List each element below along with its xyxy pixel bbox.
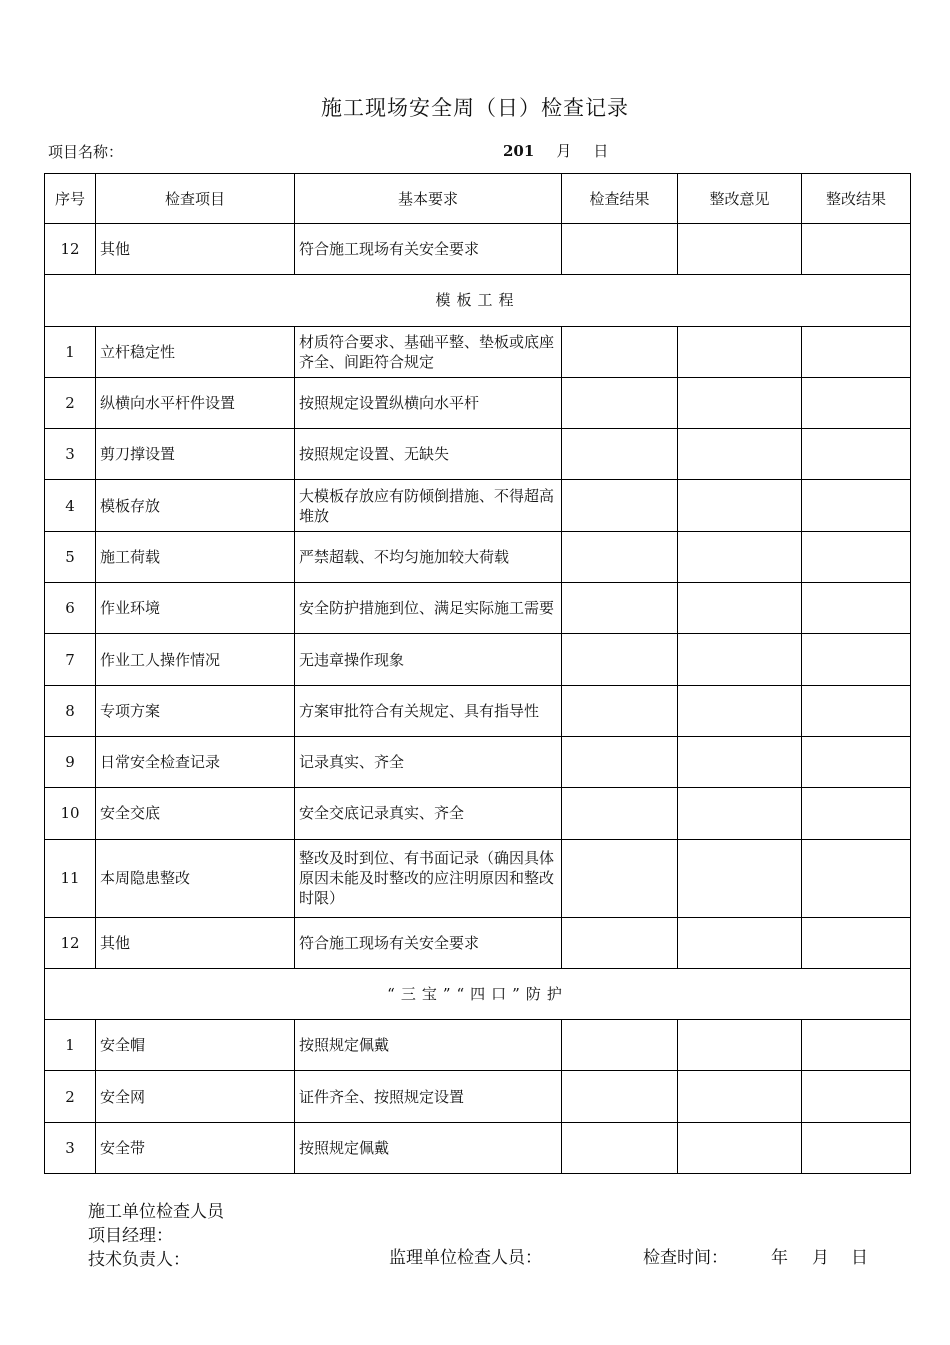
cell-rectify-result [802,583,911,634]
cell-rectify-result [802,224,911,275]
row-requirement: 方案审批符合有关规定、具有指导性 [295,685,562,736]
row-requirement: 材质符合要求、基础平整、垫板或底座齐全、间距符合规定 [295,326,562,377]
cell-result [562,1071,678,1122]
row-no: 6 [45,583,96,634]
row-item: 安全网 [96,1071,295,1122]
table-row [45,1122,911,1173]
table-row [45,224,911,275]
cell-rectify-result [802,480,911,531]
table-header-row [45,174,911,224]
table-row [45,583,911,634]
cell-rectify-result [802,1071,911,1122]
row-no: 7 [45,634,96,685]
header-rectify-result: 整改结果 [802,174,911,224]
cell-result [562,685,678,736]
row-requirement: 大模板存放应有防倾倒措施、不得超高堆放 [295,480,562,531]
row-requirement: 安全防护措施到位、满足实际施工需要 [295,583,562,634]
header-no: 序号 [45,174,96,224]
row-no: 11 [45,839,96,917]
row-item: 安全帽 [96,1020,295,1071]
row-requirement: 证件齐全、按照规定设置 [295,1071,562,1122]
header-opinion: 整改意见 [678,174,802,224]
row-no: 1 [45,1020,96,1071]
cell-opinion [678,634,802,685]
cell-result [562,788,678,839]
table-row [45,1071,911,1122]
header-requirement: 基本要求 [295,174,562,224]
cell-opinion [678,480,802,531]
table-row [45,531,911,582]
cell-result [562,377,678,428]
cell-result [562,917,678,968]
cell-rectify-result [802,839,911,917]
cell-opinion [678,736,802,787]
cell-rectify-result [802,788,911,839]
cell-result [562,480,678,531]
table-row [45,839,911,917]
cell-rectify-result [802,736,911,787]
cell-result [562,531,678,582]
row-requirement: 严禁超载、不均匀施加较大荷载 [295,531,562,582]
table-row [45,377,911,428]
row-no: 3 [45,1122,96,1173]
section-label: “三宝”“四口”防护 [45,968,911,1019]
table-row [45,326,911,377]
cell-rectify-result [802,1122,911,1173]
cell-result [562,326,678,377]
row-item: 立杆稳定性 [96,326,295,377]
row-no: 12 [45,224,96,275]
row-item: 作业工人操作情况 [96,634,295,685]
page-title: 施工现场安全周（日）检查记录 [321,96,629,120]
cell-opinion [678,326,802,377]
row-requirement: 无违章操作现象 [295,634,562,685]
footer-supervisor: 监理单位检查人员： [389,1248,542,1268]
cell-opinion [678,1020,802,1071]
cell-rectify-result [802,429,911,480]
row-no: 12 [45,917,96,968]
table-row [45,917,911,968]
footer-year: 年 [771,1248,788,1268]
cell-result [562,736,678,787]
row-item: 安全交底 [96,788,295,839]
cell-opinion [678,1122,802,1173]
cell-opinion [678,224,802,275]
row-requirement: 按照规定设置、无缺失 [295,429,562,480]
row-no: 1 [45,326,96,377]
cell-result [562,224,678,275]
cell-opinion [678,839,802,917]
row-no: 9 [45,736,96,787]
cell-opinion [678,685,802,736]
cell-opinion [678,429,802,480]
row-item: 本周隐患整改 [96,839,295,917]
cell-result [562,839,678,917]
cell-opinion [678,531,802,582]
cell-rectify-result [802,326,911,377]
row-item: 剪刀撑设置 [96,429,295,480]
cell-result [562,1122,678,1173]
header-result: 检查结果 [562,174,678,224]
table-row [45,1020,911,1071]
footer-time-label: 检查时间： [643,1248,728,1268]
cell-rectify-result [802,531,911,582]
row-no: 3 [45,429,96,480]
date-year: 201 [503,142,535,160]
footer-inspector: 施工单位检查人员 [88,1202,224,1222]
cell-opinion [678,788,802,839]
row-item: 作业环境 [96,583,295,634]
inspection-table [44,173,911,1174]
date-month: 月 [556,142,572,160]
row-no: 2 [45,1071,96,1122]
table-row [45,429,911,480]
row-item: 日常安全检查记录 [96,736,295,787]
table-row [45,788,911,839]
date-line [503,140,608,161]
date-day: 日 [593,142,609,160]
row-no: 4 [45,480,96,531]
row-no: 5 [45,531,96,582]
row-item: 模板存放 [96,480,295,531]
row-requirement: 按照规定设置纵横向水平杆 [295,377,562,428]
footer-day: 日 [851,1248,868,1268]
table-row [45,736,911,787]
cell-rectify-result [802,377,911,428]
row-no: 10 [45,788,96,839]
cell-rectify-result [802,917,911,968]
table-row [45,634,911,685]
table-body [45,224,911,1174]
footer-manager: 项目经理： [88,1226,173,1246]
row-requirement: 安全交底记录真实、齐全 [295,788,562,839]
cell-rectify-result [802,1020,911,1071]
cell-opinion [678,377,802,428]
row-item: 专项方案 [96,685,295,736]
cell-opinion [678,917,802,968]
cell-rectify-result [802,685,911,736]
cell-rectify-result [802,634,911,685]
table-row [45,685,911,736]
cell-opinion [678,1071,802,1122]
row-no: 2 [45,377,96,428]
cell-opinion [678,583,802,634]
section-row [45,968,911,1019]
table-row [45,480,911,531]
section-label: 模板工程 [45,275,911,326]
row-requirement: 按照规定佩戴 [295,1020,562,1071]
row-requirement: 符合施工现场有关安全要求 [295,917,562,968]
section-row [45,275,911,326]
footer-tech: 技术负责人： [88,1250,190,1270]
header-item: 检查项目 [96,174,295,224]
row-requirement: 记录真实、齐全 [295,736,562,787]
row-item: 施工荷载 [96,531,295,582]
row-requirement: 整改及时到位、有书面记录（确因具体原因未能及时整改的应注明原因和整改时限） [295,839,562,917]
cell-result [562,583,678,634]
row-requirement: 符合施工现场有关安全要求 [295,224,562,275]
row-item: 安全带 [96,1122,295,1173]
project-name-label: 项目名称： [48,143,124,161]
cell-result [562,429,678,480]
footer-month: 月 [812,1248,829,1268]
cell-result [562,634,678,685]
row-item: 其他 [96,917,295,968]
row-item: 纵横向水平杆件设置 [96,377,295,428]
row-requirement: 按照规定佩戴 [295,1122,562,1173]
row-item: 其他 [96,224,295,275]
row-no: 8 [45,685,96,736]
cell-result [562,1020,678,1071]
